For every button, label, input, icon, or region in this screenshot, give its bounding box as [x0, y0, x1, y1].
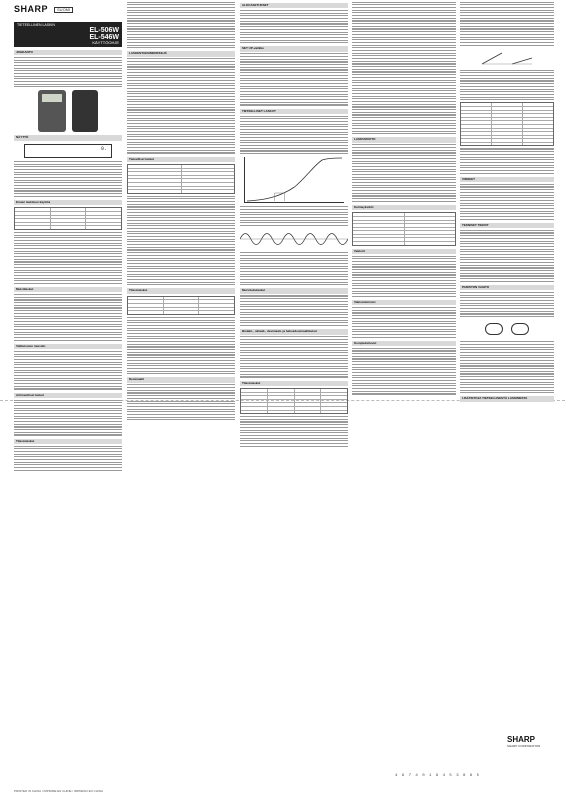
brand-bar: [14, 0, 122, 20]
text-block: [14, 232, 122, 284]
section-heading: LASKENTAESIMERKKEJÄ: [127, 51, 235, 56]
subtitle: TIETEELLINEN LASKIN: [17, 23, 55, 27]
section-heading: LASKUMUOTO: [352, 137, 456, 142]
table: [127, 296, 235, 315]
section-heading: Vakiotoiminnot: [352, 300, 456, 305]
wave-diagram: [240, 228, 348, 250]
text-block: [127, 2, 235, 49]
text-block: [352, 307, 456, 338]
text-block: [127, 58, 235, 153]
column-5: [460, 0, 554, 800]
text-block: [240, 206, 348, 226]
section-heading: Tieteelliset laskut: [127, 157, 235, 162]
print-code: PRINTED IN CHINA / IMPRIME EN CHINE / IMPRESO EN CHINA: [14, 789, 104, 793]
model-el506w: EL-506W: [89, 27, 119, 35]
section-heading: Tilastolaskut: [240, 381, 348, 386]
text-block: [240, 116, 348, 155]
text-block: [240, 336, 348, 377]
table: [240, 388, 348, 414]
function-graph: [244, 157, 344, 203]
model-el546w: EL-546W: [89, 34, 119, 42]
text-block: [240, 252, 348, 285]
battery-icon: [485, 323, 503, 335]
column-1: [14, 0, 122, 800]
table: [127, 164, 235, 194]
text-block: [14, 57, 122, 88]
column-3: [240, 0, 348, 800]
text-block: [460, 2, 554, 46]
text-block: [240, 416, 348, 447]
section-heading: Binääri-, oktaali-, desimaali- ja heksadesimaalilaskut: [240, 329, 348, 334]
text-block: [240, 53, 348, 105]
section-heading: Tilastolaskut: [127, 288, 235, 293]
section-heading: Murtolukulaskut: [240, 288, 348, 293]
language-tag: SUOMI: [54, 7, 73, 12]
column-4: [352, 0, 456, 800]
text-block: [352, 2, 456, 135]
text-block: [460, 148, 554, 173]
graph-curve: [245, 157, 344, 202]
text-block: [460, 292, 554, 317]
text-block: [352, 256, 456, 297]
footer-logo: [507, 735, 540, 748]
section-heading: Välitulosten muistiin: [14, 344, 122, 349]
guide-title: KÄYTTÖOHJE: [92, 40, 119, 46]
battery-cover-icon: [511, 323, 529, 335]
section-heading: Ennen laskimen käyttöä: [14, 200, 122, 205]
section-heading: TEKNISET TIEDOT: [460, 223, 554, 228]
text-block: [240, 295, 348, 326]
text-block: [127, 196, 235, 286]
section-heading: SET UP-valikko: [240, 46, 348, 51]
text-block: [14, 294, 122, 341]
text-block: [127, 317, 235, 375]
section-heading: Kompleksiluvut: [352, 341, 456, 346]
section-heading: LISÄTIETOJA TIETEELLISESTÄ LASKIMESTA: [460, 396, 554, 401]
calculator-cover-icon: [72, 90, 98, 132]
table: [460, 102, 554, 146]
text-block: [460, 184, 554, 220]
display-diagram: [24, 144, 112, 158]
vector-diagram: [460, 49, 554, 67]
text-block: [460, 341, 554, 393]
section-heading: Tilastolaskut: [14, 439, 122, 444]
vector-arrows-icon: [477, 49, 537, 67]
section-heading: Kulmayksiköt: [352, 205, 456, 210]
table: [352, 212, 456, 245]
text-block: [460, 230, 554, 282]
text-block: [14, 446, 122, 471]
section-heading: Muistilaskut: [14, 287, 122, 292]
section-heading: VIRHEET: [460, 177, 554, 182]
text-block: [14, 400, 122, 436]
barcode-number: 4 9 7 4 0 1 9 4 5 3 8 8 5: [395, 774, 481, 778]
section-heading: ALKUASETUKSET: [240, 3, 348, 8]
table: [14, 207, 122, 230]
text-block: [14, 161, 122, 197]
column-2: [127, 0, 235, 800]
section-heading: TIETEELLISET LASKUT: [240, 109, 348, 114]
section-heading: JOHDANTO: [14, 50, 122, 55]
title-bar: [14, 22, 122, 47]
text-block: [240, 10, 348, 43]
section-heading: Vektorit: [352, 249, 456, 254]
text-block: [352, 144, 456, 202]
text-block: [14, 351, 122, 390]
text-block: [352, 348, 456, 395]
display-value: 0.: [100, 145, 107, 152]
text-block: [127, 384, 235, 420]
text-block: [460, 70, 554, 101]
section-heading: Aritmeettiset laskut: [14, 393, 122, 398]
sharp-logo: SHARP: [14, 4, 49, 15]
battery-diagram: [460, 320, 554, 338]
footer-corporation: SHARP CORPORATION: [507, 744, 541, 748]
wave-curve: [240, 228, 348, 250]
section-heading: PARISTON VAIHTO: [460, 285, 554, 290]
section-heading: NÄYTTÖ: [14, 135, 122, 140]
section-heading: Desimaalit: [127, 377, 235, 382]
footer-brand: SHARP: [507, 735, 536, 744]
calculator-icon: [38, 90, 66, 132]
calculator-illustration: [14, 90, 122, 132]
